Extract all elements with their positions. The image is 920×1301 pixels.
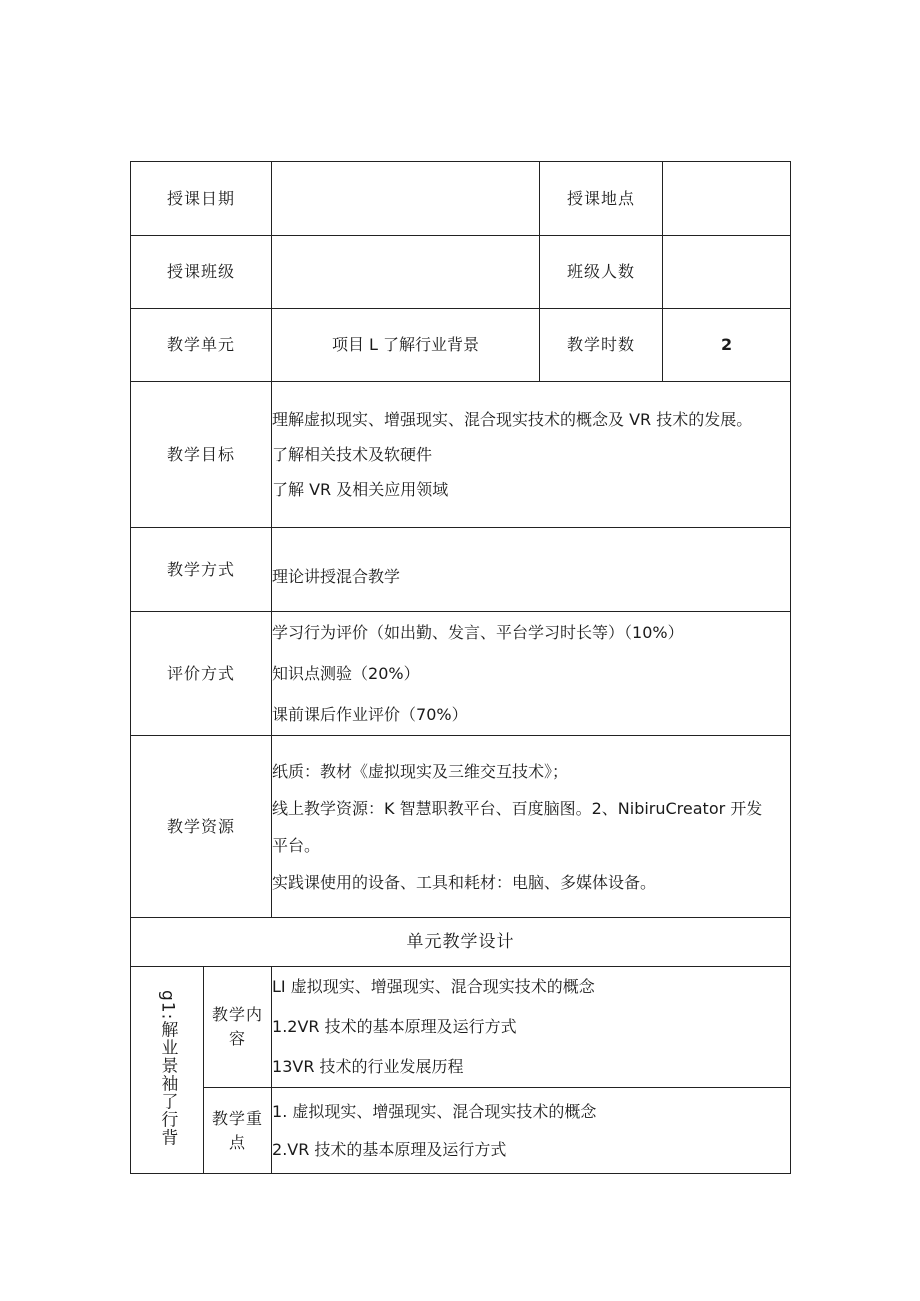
unit-side-label-cell xyxy=(131,967,204,1174)
content-row xyxy=(131,967,791,1088)
unit-row xyxy=(131,309,791,382)
method-value: 理论讲授混合教学 xyxy=(272,528,791,612)
evaluation-line: 课前课后作业评价（70%） xyxy=(272,705,468,724)
evaluation-line: 知识点测验（20%） xyxy=(272,664,420,683)
resource-line: 线上教学资源：K 智慧职教平台、百度脑图。2、NibiruCreator 开发 xyxy=(272,798,763,818)
content-line: LI 虚拟现实、增强现实、混合现实技术的概念 xyxy=(272,977,595,996)
evaluation-content xyxy=(272,612,791,736)
focus-line: 1. 虚拟现实、增强现实、混合现实技术的概念 xyxy=(272,1101,597,1121)
content-lines xyxy=(272,967,791,1088)
resources-label: 教学资源 xyxy=(131,736,272,918)
unit-value: 项目 L 了解行业背景 xyxy=(272,309,540,382)
unit-label: 教学单元 xyxy=(131,309,272,382)
resources-row xyxy=(131,736,791,918)
objectives-content xyxy=(272,382,791,528)
resource-line: 纸质：教材《虚拟现实及三维交互技术》； xyxy=(272,761,569,781)
class-row xyxy=(131,236,791,309)
date-value xyxy=(272,162,540,236)
content-label: 教学内容 xyxy=(211,1005,263,1048)
focus-row xyxy=(131,1088,791,1174)
class-label: 授课班级 xyxy=(131,236,272,309)
location-label: 授课地点 xyxy=(540,162,663,236)
location-value xyxy=(663,162,791,236)
resources-content xyxy=(272,736,791,918)
focus-label-cell xyxy=(204,1088,272,1174)
method-row xyxy=(131,528,791,612)
class-value xyxy=(272,236,540,309)
class-size-label: 班级人数 xyxy=(540,236,663,309)
date-label: 授课日期 xyxy=(131,162,272,236)
focus-label: 教学重点 xyxy=(211,1108,263,1152)
content-line: 1.2VR 技术的基本原理及运行方式 xyxy=(272,1017,517,1036)
objective-line: 理解虚拟现实、增强现实、混合现实技术的概念及 VR 技术的发展。 xyxy=(272,410,753,429)
objectives-row xyxy=(131,382,791,528)
evaluation-line: 学习行为评价（如出勤、发言、平台学习时长等）（10%） xyxy=(272,623,684,642)
content-line: 13VR 技术的行业发展历程 xyxy=(272,1057,464,1076)
resource-line: 平台。 xyxy=(272,835,321,855)
lesson-plan-table xyxy=(130,161,791,1174)
method-label: 教学方式 xyxy=(131,528,272,612)
unit-side-label: g1:解业景袖了行背 xyxy=(157,989,178,1147)
evaluation-label: 评价方式 xyxy=(131,612,272,736)
class-size-value xyxy=(663,236,791,309)
objective-line: 了解 VR 及相关应用领域 xyxy=(272,480,449,499)
unit-design-heading-row xyxy=(131,918,791,967)
focus-lines xyxy=(272,1088,791,1174)
objective-line: 了解相关技术及软硬件 xyxy=(272,445,433,464)
hours-label: 教学时数 xyxy=(540,309,663,382)
evaluation-row xyxy=(131,612,791,736)
unit-design-heading: 单元教学设计 xyxy=(131,918,791,967)
date-row xyxy=(131,162,791,236)
content-label-cell xyxy=(204,967,272,1088)
hours-value: 2 xyxy=(663,309,791,382)
resource-line: 实践课使用的设备、工具和耗材：电脑、多媒体设备。 xyxy=(272,872,657,892)
objectives-label: 教学目标 xyxy=(131,382,272,528)
focus-line: 2.VR 技术的基本原理及运行方式 xyxy=(272,1139,507,1159)
